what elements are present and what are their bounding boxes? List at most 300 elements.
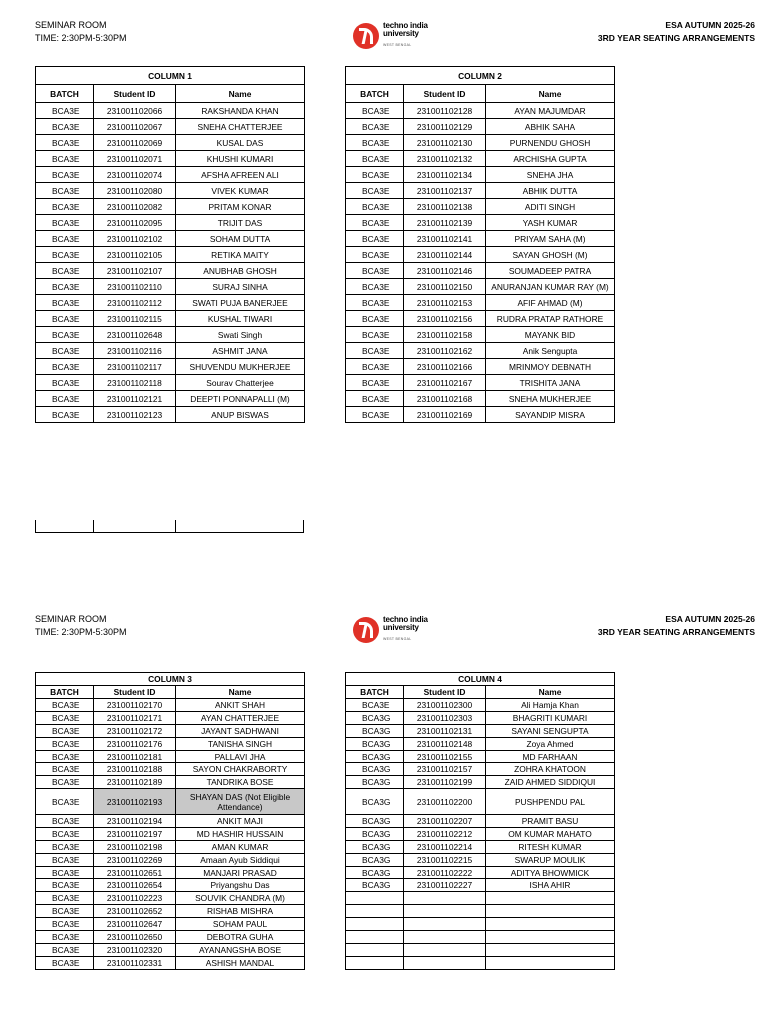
- batch-cell: BCA3G: [346, 840, 404, 853]
- student-id-cell: 231001102148: [404, 737, 486, 750]
- table-row: [346, 763, 615, 776]
- student-id-cell: 231001102116: [94, 343, 176, 359]
- name-cell: ZOHRA KHATOON: [486, 763, 615, 776]
- batch-cell: [346, 956, 404, 969]
- table-row: [346, 375, 615, 391]
- column-header: Name: [486, 686, 615, 699]
- table-row: [346, 167, 615, 183]
- batch-cell: BCA3E: [36, 724, 94, 737]
- batch-cell: BCA3E: [346, 247, 404, 263]
- student-id-cell: 231001102162: [404, 343, 486, 359]
- table-row: [36, 167, 305, 183]
- table-row: [36, 119, 305, 135]
- column-header: Student ID: [404, 85, 486, 103]
- student-id-cell: 231001102157: [404, 763, 486, 776]
- batch-cell: BCA3E: [346, 391, 404, 407]
- batch-cell: BCA3E: [36, 711, 94, 724]
- batch-cell: BCA3E: [36, 311, 94, 327]
- student-id-cell: 231001102080: [94, 183, 176, 199]
- batch-cell: BCA3E: [36, 815, 94, 828]
- student-id-cell: 231001102654: [94, 879, 176, 892]
- name-cell: MD HASHIR HUSSAIN: [176, 827, 305, 840]
- student-id-cell: 231001102131: [404, 724, 486, 737]
- name-cell: TRIJIT DAS: [176, 215, 305, 231]
- name-cell: MANJARI PRASAD: [176, 866, 305, 879]
- table-row: [36, 918, 305, 931]
- arrangement-title: 3RD YEAR SEATING ARRANGEMENTS: [597, 627, 755, 637]
- student-id-cell: 231001102107: [94, 263, 176, 279]
- student-id-cell: 231001102146: [404, 263, 486, 279]
- batch-cell: BCA3G: [346, 750, 404, 763]
- batch-cell: BCA3E: [36, 827, 94, 840]
- table-row: [346, 295, 615, 311]
- batch-cell: BCA3G: [346, 879, 404, 892]
- table-row: [36, 699, 305, 712]
- student-id-cell: 231001102197: [94, 827, 176, 840]
- column-header: Name: [176, 686, 305, 699]
- student-id-cell: 231001102651: [94, 866, 176, 879]
- table-row: [36, 931, 305, 944]
- table-row: [346, 391, 615, 407]
- table-row: [346, 199, 615, 215]
- university-logo: [353, 616, 428, 643]
- student-id-cell: 231001102176: [94, 737, 176, 750]
- batch-cell: BCA3E: [36, 737, 94, 750]
- table-row: [36, 943, 305, 956]
- batch-cell: BCA3E: [36, 763, 94, 776]
- name-cell: VIVEK KUMAR: [176, 183, 305, 199]
- name-cell: RETIKA MAITY: [176, 247, 305, 263]
- student-id-cell: 231001102269: [94, 853, 176, 866]
- student-id-cell: 231001102169: [404, 407, 486, 423]
- table-title: COLUMN 3: [36, 673, 305, 686]
- table-title: COLUMN 4: [346, 673, 615, 686]
- student-id-cell: 231001102212: [404, 827, 486, 840]
- batch-cell: BCA3E: [36, 879, 94, 892]
- table-row: [36, 905, 305, 918]
- name-cell: TANDRIKA BOSE: [176, 776, 305, 789]
- student-id-cell: 231001102129: [404, 119, 486, 135]
- name-cell: ZAID AHMED SIDDIQUI: [486, 776, 615, 789]
- batch-cell: BCA3E: [36, 776, 94, 789]
- column-header: Name: [176, 85, 305, 103]
- batch-cell: BCA3E: [36, 699, 94, 712]
- table-row: [36, 295, 305, 311]
- student-id-cell: 231001102198: [94, 840, 176, 853]
- batch-cell: BCA3E: [36, 295, 94, 311]
- table-row: [36, 892, 305, 905]
- table-row: [346, 931, 615, 944]
- student-id-cell: 231001102303: [404, 711, 486, 724]
- name-cell: ABHIK DUTTA: [486, 183, 615, 199]
- table-row: [346, 279, 615, 295]
- table-row: [346, 135, 615, 151]
- logo-line-2: university: [383, 623, 419, 632]
- batch-cell: BCA3E: [346, 151, 404, 167]
- batch-cell: [346, 943, 404, 956]
- column-header: BATCH: [346, 686, 404, 699]
- batch-cell: BCA3E: [346, 359, 404, 375]
- table-row: [36, 750, 305, 763]
- student-id-cell: 231001102194: [94, 815, 176, 828]
- name-cell: [486, 931, 615, 944]
- student-id-cell: 231001102168: [404, 391, 486, 407]
- student-id-cell: 231001102207: [404, 815, 486, 828]
- table-row: [346, 263, 615, 279]
- name-cell: Sourav Chatterjee: [176, 375, 305, 391]
- student-id-cell: 231001102105: [94, 247, 176, 263]
- batch-cell: BCA3E: [36, 407, 94, 423]
- student-id-cell: 231001102118: [94, 375, 176, 391]
- student-id-cell: 231001102189: [94, 776, 176, 789]
- name-cell: AFIF AHMAD (M): [486, 295, 615, 311]
- batch-cell: BCA3E: [36, 853, 94, 866]
- table-row: [346, 750, 615, 763]
- student-id-cell: 231001102082: [94, 199, 176, 215]
- seating-table-column-1: [35, 66, 305, 423]
- student-id-cell: 231001102115: [94, 311, 176, 327]
- batch-cell: BCA3E: [346, 103, 404, 119]
- batch-cell: BCA3E: [36, 359, 94, 375]
- table-row: [346, 892, 615, 905]
- table-row: [36, 199, 305, 215]
- batch-cell: BCA3E: [346, 183, 404, 199]
- batch-cell: BCA3G: [346, 827, 404, 840]
- name-cell: ANURANJAN KUMAR RAY (M): [486, 279, 615, 295]
- table-row: [36, 247, 305, 263]
- name-cell: SAYAN GHOSH (M): [486, 247, 615, 263]
- batch-cell: BCA3E: [36, 789, 94, 815]
- table-row: [36, 737, 305, 750]
- seating-table-column-2: [345, 66, 615, 423]
- name-cell: [486, 956, 615, 969]
- room-label: SEMINAR ROOM: [35, 614, 107, 624]
- table-row: [36, 763, 305, 776]
- batch-cell: BCA3E: [36, 103, 94, 119]
- batch-cell: BCA3E: [36, 215, 94, 231]
- batch-cell: BCA3E: [346, 295, 404, 311]
- table-row: [36, 407, 305, 423]
- name-cell: OM KUMAR MAHATO: [486, 827, 615, 840]
- column-header: BATCH: [36, 85, 94, 103]
- table-row: [36, 789, 305, 815]
- batch-cell: BCA3E: [36, 183, 94, 199]
- name-cell: BHAGRITI KUMARI: [486, 711, 615, 724]
- name-cell: SOUVIK CHANDRA (M): [176, 892, 305, 905]
- batch-cell: BCA3E: [36, 840, 94, 853]
- name-cell: RAKSHANDA KHAN: [176, 103, 305, 119]
- table-row: [36, 956, 305, 969]
- name-cell: PALLAVI JHA: [176, 750, 305, 763]
- batch-cell: BCA3E: [36, 199, 94, 215]
- name-cell: ARCHISHA GUPTA: [486, 151, 615, 167]
- name-cell: PURNENDU GHOSH: [486, 135, 615, 151]
- name-cell: Amaan Ayub Siddiqui: [176, 853, 305, 866]
- batch-cell: BCA3G: [346, 789, 404, 815]
- name-cell: Zoya Ahmed: [486, 737, 615, 750]
- batch-cell: BCA3E: [36, 231, 94, 247]
- table-row: [346, 151, 615, 167]
- name-cell: ABHIK SAHA: [486, 119, 615, 135]
- header-right-2: [598, 613, 755, 639]
- table-row: [36, 776, 305, 789]
- table-row: [346, 918, 615, 931]
- student-id-cell: [404, 905, 486, 918]
- batch-cell: BCA3E: [36, 866, 94, 879]
- student-id-cell: [404, 918, 486, 931]
- name-cell: Swati Singh: [176, 327, 305, 343]
- column-header: Name: [486, 85, 615, 103]
- techno-india-logo-icon: [353, 617, 379, 643]
- table-row: [346, 943, 615, 956]
- table-row: [36, 279, 305, 295]
- name-cell: KUSAL DAS: [176, 135, 305, 151]
- student-id-cell: 231001102153: [404, 295, 486, 311]
- student-id-cell: [404, 892, 486, 905]
- name-cell: KUSHAL TIWARI: [176, 311, 305, 327]
- name-cell: DEEPTI PONNAPALLI (M): [176, 391, 305, 407]
- name-cell: AYAN MAJUMDAR: [486, 103, 615, 119]
- student-id-cell: 231001102117: [94, 359, 176, 375]
- batch-cell: BCA3E: [36, 167, 94, 183]
- student-id-cell: [404, 931, 486, 944]
- name-cell: ADITYA BHOWMICK: [486, 866, 615, 879]
- name-cell: SNEHA MUKHERJEE: [486, 391, 615, 407]
- table-row: [36, 103, 305, 119]
- table-row: [36, 815, 305, 828]
- batch-cell: BCA3E: [36, 135, 94, 151]
- header-left-2: [35, 613, 127, 639]
- table-row: [36, 840, 305, 853]
- student-id-cell: 231001102074: [94, 167, 176, 183]
- batch-cell: BCA3E: [346, 167, 404, 183]
- student-id-cell: 231001102188: [94, 763, 176, 776]
- table-row: [346, 247, 615, 263]
- student-id-cell: 231001102071: [94, 151, 176, 167]
- time-label: TIME: 2:30PM-5:30PM: [35, 627, 127, 637]
- table-row: [36, 391, 305, 407]
- batch-cell: BCA3E: [36, 391, 94, 407]
- table-row: [36, 135, 305, 151]
- table-row: [346, 343, 615, 359]
- name-cell: SOHAM PAUL: [176, 918, 305, 931]
- batch-cell: BCA3E: [36, 375, 94, 391]
- batch-cell: BCA3E: [346, 311, 404, 327]
- batch-cell: BCA3E: [36, 119, 94, 135]
- table-row: [346, 776, 615, 789]
- batch-cell: BCA3E: [36, 343, 94, 359]
- student-id-cell: [404, 943, 486, 956]
- batch-cell: BCA3E: [346, 215, 404, 231]
- batch-cell: [346, 905, 404, 918]
- student-id-cell: 231001102121: [94, 391, 176, 407]
- name-cell: SWATI PUJA BANERJEE: [176, 295, 305, 311]
- student-id-cell: 231001102170: [94, 699, 176, 712]
- name-cell: ANUP BISWAS: [176, 407, 305, 423]
- seating-table-column-4: [345, 672, 615, 970]
- university-logo: [353, 22, 428, 49]
- student-id-cell: 231001102166: [404, 359, 486, 375]
- column-header: Student ID: [94, 85, 176, 103]
- name-cell: Priyangshu Das: [176, 879, 305, 892]
- exam-title: ESA AUTUMN 2025-26: [665, 20, 755, 30]
- empty-row-stub: [35, 520, 304, 533]
- student-id-cell: 231001102137: [404, 183, 486, 199]
- name-cell: PRIYAM SAHA (M): [486, 231, 615, 247]
- student-id-cell: 231001102156: [404, 311, 486, 327]
- student-id-cell: 231001102214: [404, 840, 486, 853]
- batch-cell: BCA3E: [346, 135, 404, 151]
- batch-cell: BCA3G: [346, 866, 404, 879]
- batch-cell: BCA3E: [36, 750, 94, 763]
- name-cell: PUSHPENDU PAL: [486, 789, 615, 815]
- name-cell: ASHMIT JANA: [176, 343, 305, 359]
- batch-cell: BCA3E: [36, 263, 94, 279]
- name-cell: MAYANK BID: [486, 327, 615, 343]
- name-cell: TANISHA SINGH: [176, 737, 305, 750]
- table-row: [346, 231, 615, 247]
- room-label: SEMINAR ROOM: [35, 20, 107, 30]
- student-id-cell: 231001102650: [94, 931, 176, 944]
- table-row: [36, 215, 305, 231]
- name-cell: PRITAM KONAR: [176, 199, 305, 215]
- table-row: [36, 359, 305, 375]
- student-id-cell: 231001102155: [404, 750, 486, 763]
- name-cell: AYANANGSHA BOSE: [176, 943, 305, 956]
- table-row: [346, 183, 615, 199]
- student-id-cell: 231001102138: [404, 199, 486, 215]
- student-id-cell: 231001102130: [404, 135, 486, 151]
- arrangement-title: 3RD YEAR SEATING ARRANGEMENTS: [597, 33, 755, 43]
- table-row: [346, 879, 615, 892]
- batch-cell: BCA3E: [36, 943, 94, 956]
- name-cell: SAYANDIP MISRA: [486, 407, 615, 423]
- student-id-cell: 231001102066: [94, 103, 176, 119]
- name-cell: DEBOTRA GUHA: [176, 931, 305, 944]
- batch-cell: BCA3E: [36, 151, 94, 167]
- student-id-cell: 231001102652: [94, 905, 176, 918]
- table-row: [36, 327, 305, 343]
- student-id-cell: 231001102647: [94, 918, 176, 931]
- batch-cell: BCA3E: [346, 231, 404, 247]
- logo-line-1: techno india: [383, 21, 428, 30]
- table-row: [346, 311, 615, 327]
- student-id-cell: 231001102102: [94, 231, 176, 247]
- student-id-cell: 231001102227: [404, 879, 486, 892]
- batch-cell: BCA3E: [346, 327, 404, 343]
- name-cell: YASH KUMAR: [486, 215, 615, 231]
- batch-cell: BCA3E: [36, 327, 94, 343]
- name-cell: JAYANT SADHWANI: [176, 724, 305, 737]
- batch-cell: BCA3E: [36, 956, 94, 969]
- batch-cell: BCA3E: [36, 279, 94, 295]
- exam-title: ESA AUTUMN 2025-26: [665, 614, 755, 624]
- batch-cell: BCA3E: [346, 407, 404, 423]
- table-row: [346, 737, 615, 750]
- name-cell: SOUMADEEP PATRA: [486, 263, 615, 279]
- batch-cell: BCA3E: [36, 905, 94, 918]
- name-cell: AFSHA AFREEN ALI: [176, 167, 305, 183]
- table-row: [346, 853, 615, 866]
- student-id-cell: 231001102128: [404, 103, 486, 119]
- batch-cell: BCA3E: [36, 892, 94, 905]
- student-id-cell: 231001102158: [404, 327, 486, 343]
- batch-cell: [346, 892, 404, 905]
- table-row: [346, 840, 615, 853]
- student-id-cell: 231001102132: [404, 151, 486, 167]
- student-id-cell: 231001102141: [404, 231, 486, 247]
- table-title: COLUMN 2: [346, 67, 615, 85]
- table-row: [36, 724, 305, 737]
- batch-cell: BCA3E: [346, 199, 404, 215]
- student-id-cell: 231001102320: [94, 943, 176, 956]
- table-row: [346, 119, 615, 135]
- name-cell: MD FARHAAN: [486, 750, 615, 763]
- techno-india-logo-icon: [353, 23, 379, 49]
- student-id-cell: 231001102172: [94, 724, 176, 737]
- name-cell: SAYON CHAKRABORTY: [176, 763, 305, 776]
- name-cell: [486, 905, 615, 918]
- batch-cell: BCA3G: [346, 815, 404, 828]
- table-row: [346, 866, 615, 879]
- student-id-cell: 231001102200: [404, 789, 486, 815]
- batch-cell: BCA3E: [346, 375, 404, 391]
- student-id-cell: 231001102067: [94, 119, 176, 135]
- column-header: Student ID: [404, 686, 486, 699]
- student-id-cell: 231001102331: [94, 956, 176, 969]
- name-cell: SURAJ SINHA: [176, 279, 305, 295]
- table-title: COLUMN 1: [36, 67, 305, 85]
- name-cell: Anik Sengupta: [486, 343, 615, 359]
- student-id-cell: 231001102648: [94, 327, 176, 343]
- batch-cell: BCA3G: [346, 711, 404, 724]
- student-id-cell: 231001102215: [404, 853, 486, 866]
- logo-line-1: techno india: [383, 615, 428, 624]
- student-id-cell: 231001102150: [404, 279, 486, 295]
- table-row: [36, 853, 305, 866]
- table-row: [346, 956, 615, 969]
- name-cell: ADITI SINGH: [486, 199, 615, 215]
- table-row: [346, 359, 615, 375]
- table-row: [36, 151, 305, 167]
- table-row: [36, 311, 305, 327]
- table-row: [346, 827, 615, 840]
- name-cell: SAYANI SENGUPTA: [486, 724, 615, 737]
- table-row: [346, 905, 615, 918]
- name-cell: [486, 892, 615, 905]
- name-cell: SNEHA CHATTERJEE: [176, 119, 305, 135]
- table-row: [36, 879, 305, 892]
- name-cell: RUDRA PRATAP RATHORE: [486, 311, 615, 327]
- name-cell: SWARUP MOULIK: [486, 853, 615, 866]
- table-row: [346, 327, 615, 343]
- name-cell: RITESH KUMAR: [486, 840, 615, 853]
- student-id-cell: 231001102171: [94, 711, 176, 724]
- name-cell: MRINMOY DEBNATH: [486, 359, 615, 375]
- table-row: [36, 375, 305, 391]
- table-row: [346, 724, 615, 737]
- name-cell: ASHISH MANDAL: [176, 956, 305, 969]
- name-cell: SOHAM DUTTA: [176, 231, 305, 247]
- table-row: [36, 343, 305, 359]
- logo-line-3: WEST BENGAL: [383, 43, 412, 47]
- table-row: [346, 103, 615, 119]
- batch-cell: BCA3E: [346, 263, 404, 279]
- student-id-cell: 231001102144: [404, 247, 486, 263]
- table-row: [346, 215, 615, 231]
- column-header: Student ID: [94, 686, 176, 699]
- student-id-cell: 231001102134: [404, 167, 486, 183]
